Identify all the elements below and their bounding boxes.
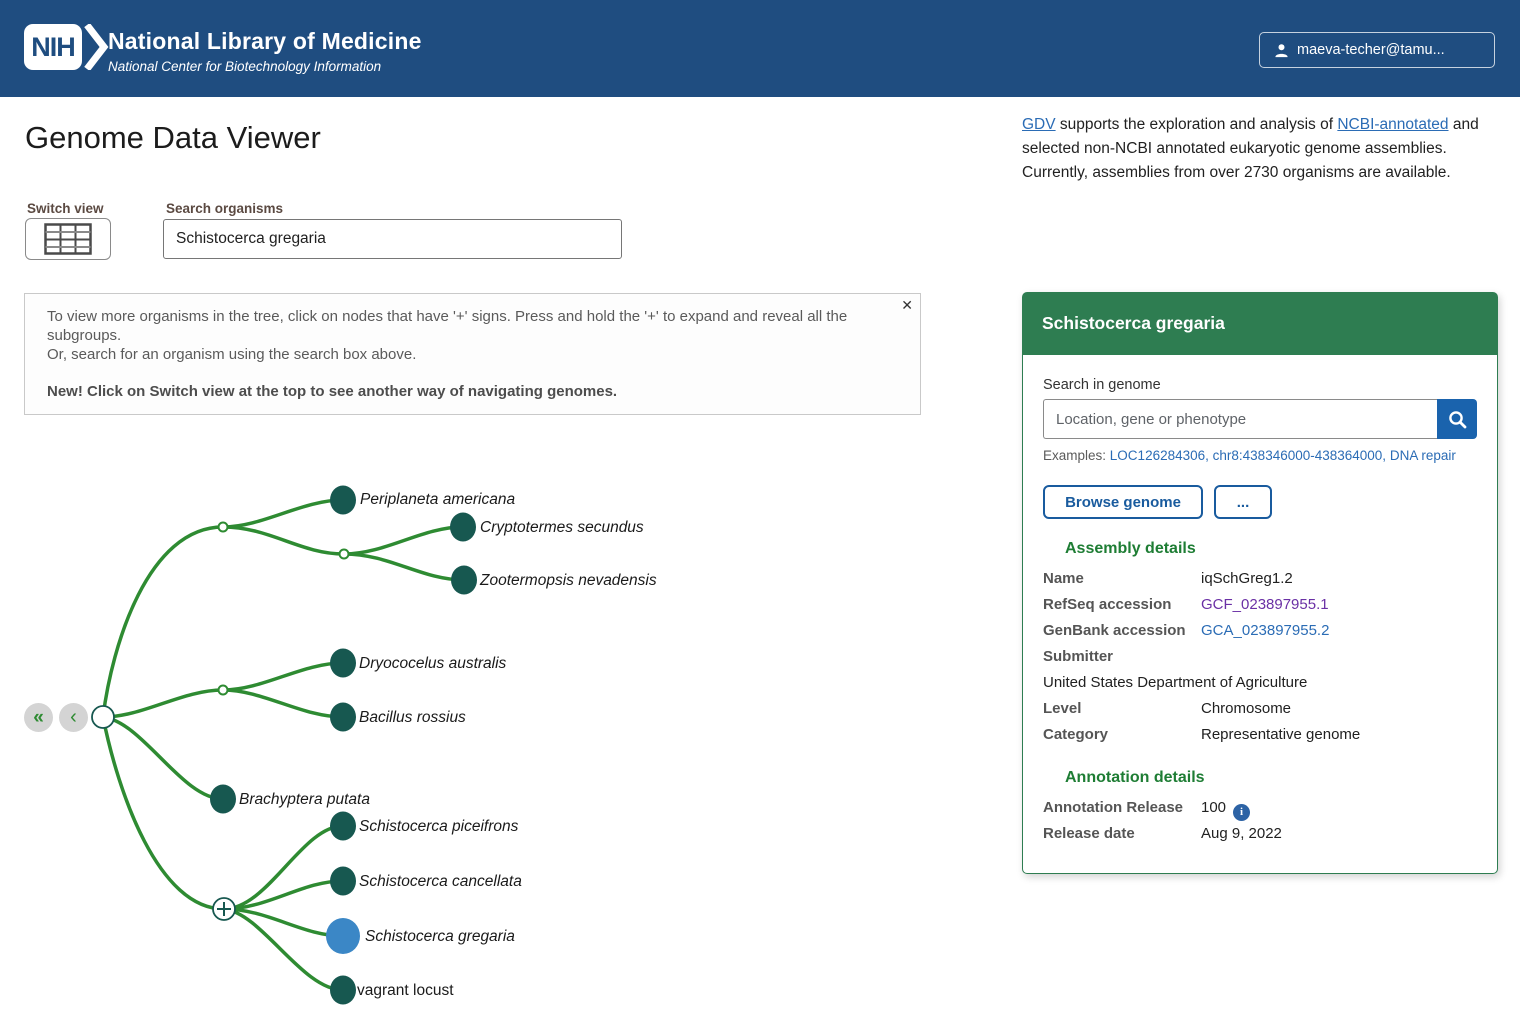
tree-edge xyxy=(223,663,343,690)
search-icon xyxy=(1448,410,1467,429)
annotation-release-number: 100 xyxy=(1201,799,1227,816)
detail-row-refseq xyxy=(1043,592,1477,618)
person-icon xyxy=(1274,43,1289,58)
tree-node-bacillus-rossius[interactable] xyxy=(330,703,356,732)
search-in-genome-label: Search in genome xyxy=(1043,377,1161,393)
detail-row-name xyxy=(1043,566,1477,592)
organism-panel-title: Schistocerca gregaria xyxy=(1042,313,1225,333)
tree-label-periplaneta-americana[interactable]: Periplaneta americana xyxy=(360,491,516,508)
tree-label-bacillus-rossius[interactable]: Bacillus rossius xyxy=(359,709,466,726)
tree-edge xyxy=(223,527,344,554)
switch-view-button[interactable] xyxy=(25,218,111,260)
notice-line-1: To view more organisms in the tree, click on nodes that have '+' signs. Press and hold the '+' to expand and reveal all the subgroups. xyxy=(47,308,848,344)
site-title: National Library of Medicine xyxy=(108,28,422,54)
tree-label-schistocerca-cancellata[interactable]: Schistocerca cancellata xyxy=(359,873,522,890)
organism-detail-panel xyxy=(1022,292,1498,874)
annotation-release-value xyxy=(1201,795,1250,821)
tree-node-schistocerca-piceifrons[interactable] xyxy=(330,812,356,841)
site-header xyxy=(0,0,1520,97)
tree-edge xyxy=(223,500,343,527)
tree-label-schistocerca-piceifrons[interactable]: Schistocerca piceifrons xyxy=(359,818,519,835)
panel-button-row xyxy=(1043,485,1477,519)
release-date-value: Aug 9, 2022 xyxy=(1201,825,1282,842)
tree-edge xyxy=(344,527,463,554)
tree-node-dryococelus-australis[interactable] xyxy=(330,649,356,678)
tree-edge xyxy=(223,690,343,717)
tree-node-schistocerca-cancellata[interactable] xyxy=(330,867,356,896)
tree-help-notice xyxy=(24,293,921,415)
tree-internal-node[interactable] xyxy=(219,686,228,695)
genome-search-row xyxy=(1043,399,1477,439)
tree-collapse-all-button[interactable]: « xyxy=(24,703,53,732)
name-label: Name xyxy=(1043,570,1084,587)
genbank-label: GenBank accession xyxy=(1043,622,1186,639)
search-organisms-label: Search organisms xyxy=(166,201,284,216)
assembly-name-value: iqSchGreg1.2 xyxy=(1201,570,1293,587)
nih-logo-acronym: NIH xyxy=(24,24,82,70)
tree-root-node[interactable] xyxy=(92,706,114,728)
tree-label-schistocerca-gregaria[interactable]: Schistocerca gregaria xyxy=(365,928,515,945)
page-title: Genome Data Viewer xyxy=(25,120,321,155)
close-icon[interactable]: ✕ xyxy=(901,297,913,313)
user-email: maeva-techer@tamu... xyxy=(1297,42,1445,58)
tree-edge xyxy=(103,690,223,717)
notice-line-2: Or, search for an organism using the search box above. xyxy=(47,346,417,363)
example-link-location[interactable]: chr8:438346000-438364000, xyxy=(1212,448,1387,463)
detail-row-level xyxy=(1043,696,1477,722)
annotation-details-heading: Annotation details xyxy=(1065,769,1205,786)
genome-search-examples xyxy=(1043,448,1477,463)
refseq-label: RefSeq accession xyxy=(1043,596,1172,613)
intro-text-part: supports the exploration and analysis of xyxy=(1055,116,1338,133)
tree-node-periplaneta-americana[interactable] xyxy=(330,486,356,515)
level-label: Level xyxy=(1043,700,1082,717)
browse-genome-button[interactable]: Browse genome xyxy=(1043,485,1203,519)
intro-text-part: and selected non-NCBI annotated eukaryotic genome assemblies. Currently, assemblies from over 2730 organisms are available. xyxy=(1022,116,1479,181)
tree-internal-node[interactable] xyxy=(219,523,228,532)
release-date-label: Release date xyxy=(1043,825,1135,842)
category-value: Representative genome xyxy=(1201,726,1361,743)
tree-expand-plus-node[interactable] xyxy=(213,898,235,920)
tree-edge xyxy=(224,909,343,936)
tree-label-zootermopsis-nevadensis[interactable]: Zootermopsis nevadensis xyxy=(480,572,657,589)
refseq-accession-link[interactable]: GCF_023897955.1 xyxy=(1201,596,1329,613)
tree-edge xyxy=(103,527,223,717)
tree-label-cryptotermes-secundus[interactable]: Cryptotermes secundus xyxy=(480,519,644,536)
table-grid-icon xyxy=(44,223,92,255)
genbank-accession-link[interactable]: GCA_023897955.2 xyxy=(1201,622,1330,639)
tree-node-zootermopsis-nevadensis[interactable] xyxy=(451,566,477,595)
tree-node-brachyptera-putata[interactable] xyxy=(210,785,236,814)
examples-prefix: Examples: xyxy=(1043,448,1107,463)
category-label: Category xyxy=(1043,726,1109,743)
assembly-details-heading: Assembly details xyxy=(1065,540,1196,557)
detail-row-category xyxy=(1043,722,1477,748)
tree-label-brachyptera-putata[interactable]: Brachyptera putata xyxy=(239,791,370,808)
example-link-loc[interactable]: LOC126284306, xyxy=(1109,448,1209,463)
ncbi-annotated-link[interactable]: NCBI-annotated xyxy=(1337,116,1449,133)
submitter-label: Submitter xyxy=(1043,648,1114,665)
info-icon[interactable]: i xyxy=(1233,804,1250,821)
switch-view-label: Switch view xyxy=(27,201,104,216)
tree-label-dryococelus-australis[interactable]: Dryococelus australis xyxy=(359,655,507,672)
gdv-intro-text xyxy=(1022,113,1498,185)
genome-search-input[interactable] xyxy=(1043,399,1437,439)
notice-line-3: New! Click on Switch view at the top to see another way of navigating genomes. xyxy=(47,383,618,400)
site-subtitle: National Center for Biotechnology Information xyxy=(108,59,382,74)
tree-node-cryptotermes-secundus[interactable] xyxy=(450,513,476,542)
notice-text xyxy=(47,307,892,401)
nih-logo[interactable] xyxy=(24,24,110,70)
submitter-value: United States Department of Agriculture xyxy=(1043,674,1308,691)
tree-edges xyxy=(103,500,464,990)
example-link-dna-repair[interactable]: DNA repair xyxy=(1389,448,1456,463)
organism-panel-body xyxy=(1022,355,1498,874)
header-titles xyxy=(108,28,422,74)
search-organisms-input[interactable] xyxy=(163,219,622,259)
phylogenetic-tree xyxy=(0,460,700,1036)
tree-edge xyxy=(344,554,464,580)
annotation-release-label: Annotation Release xyxy=(1043,799,1184,816)
tree-back-button[interactable]: ‹ xyxy=(59,703,88,732)
tree-node-schistocerca-gregaria-selected[interactable] xyxy=(326,918,360,954)
tree-node-vagrant-locust[interactable] xyxy=(330,976,356,1005)
detail-row-release-date xyxy=(1043,821,1477,847)
genome-search-button[interactable] xyxy=(1437,399,1477,439)
detail-row-annotation-release xyxy=(1043,795,1477,821)
tree-internal-node[interactable] xyxy=(340,550,349,559)
user-account-button[interactable] xyxy=(1259,32,1495,68)
nih-logo-chevron-icon xyxy=(84,24,110,70)
detail-row-genbank xyxy=(1043,618,1477,644)
organism-panel-header xyxy=(1022,292,1498,355)
tree-edge xyxy=(103,717,224,909)
level-value: Chromosome xyxy=(1201,700,1292,717)
gdv-link[interactable]: GDV xyxy=(1022,116,1056,133)
more-options-button[interactable]: ... xyxy=(1214,485,1272,519)
tree-label-vagrant-locust[interactable]: vagrant locust xyxy=(357,982,454,999)
